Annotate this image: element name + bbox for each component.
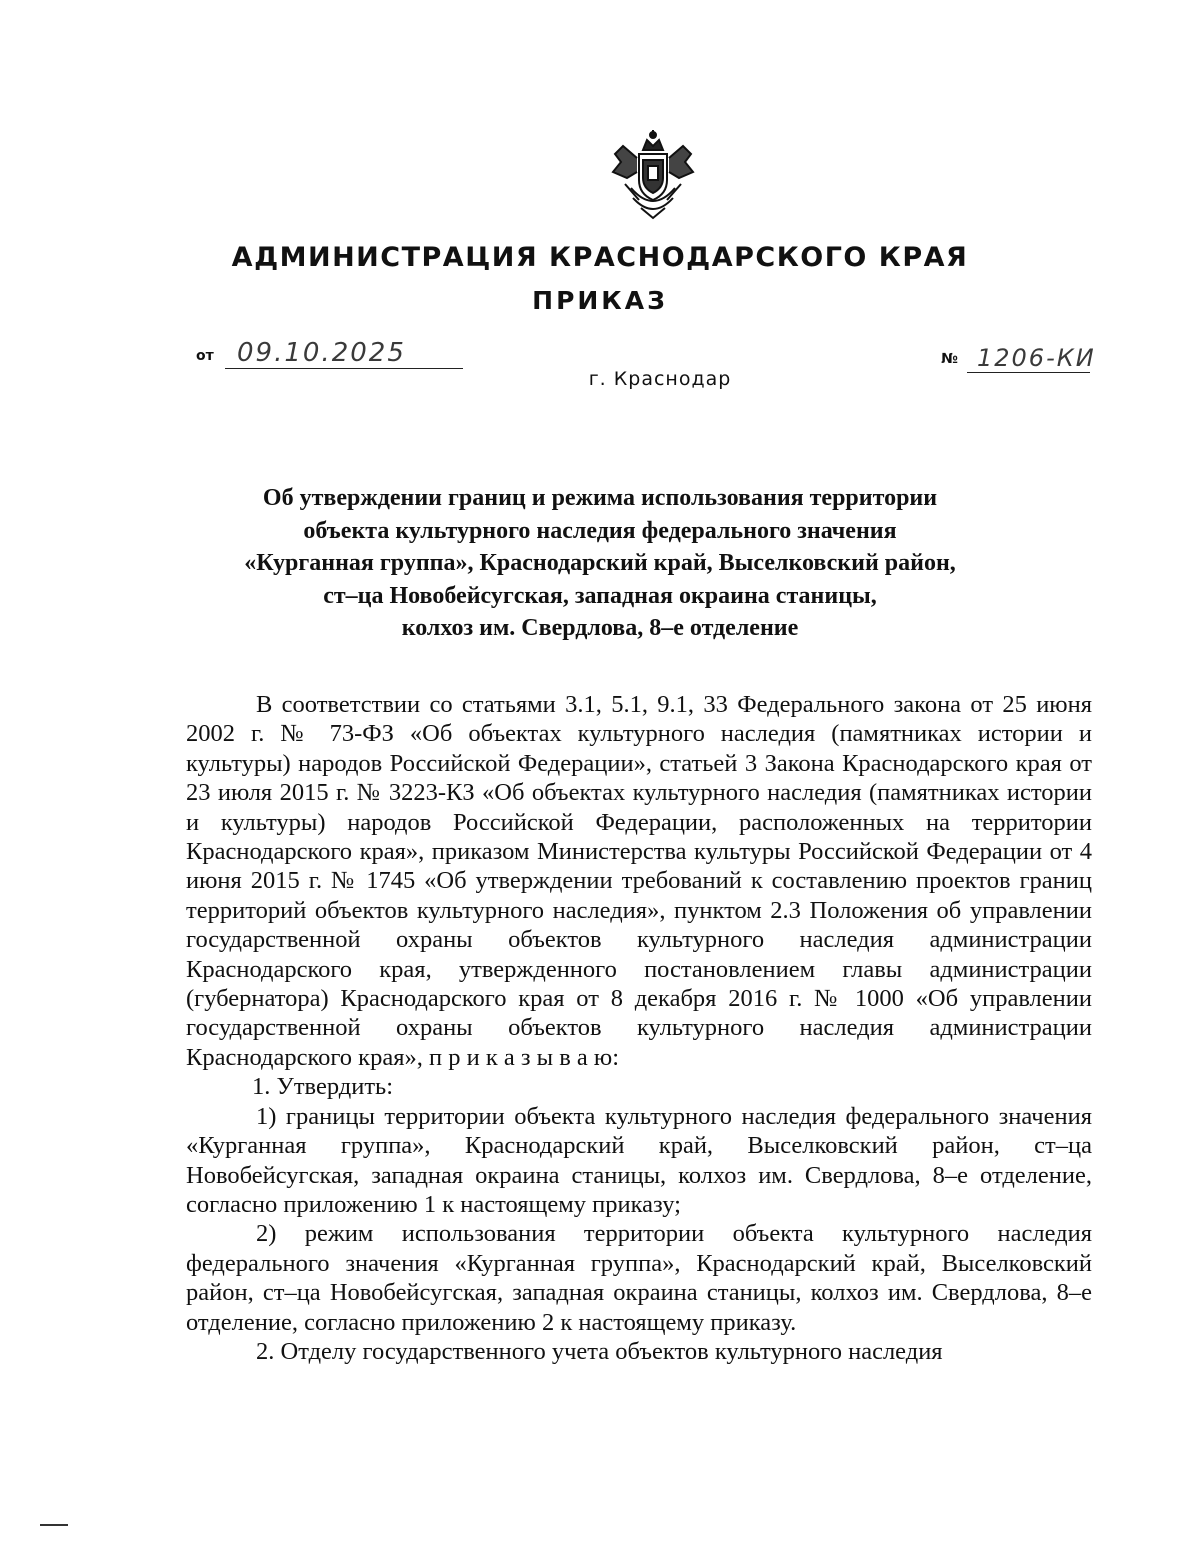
order-heading <box>150 482 1050 645</box>
document-type: ПРИКАЗ <box>532 286 668 315</box>
date-field <box>225 334 463 369</box>
date-label: от <box>196 348 214 364</box>
item-1-2: 2) режим использования территории объекта культурного наследия федерального значения «Курганная группа», Краснодарский край, Выселковский район, ст–ца Новобейсугская, западная окраина станицы, колхоз им. Свердлова, 8–е отделение, согласно приложению 2 к настоящему приказу. <box>186 1220 1092 1336</box>
organization-title: АДМИНИСТРАЦИЯ КРАСНОДАРСКОГО КРАЯ <box>231 242 969 273</box>
item-1: 1. Утвердить: <box>252 1073 394 1101</box>
heading-line: «Курганная группа», Краснодарский край, Выселковский район, <box>244 550 956 576</box>
city-line <box>0 368 1200 390</box>
date-value: 09.10.2025 <box>237 338 406 368</box>
heading-line: Об утверждении границ и режима использования территории <box>262 485 938 511</box>
number-label: № <box>941 351 958 367</box>
heading-line: ст–ца Новобейсугская, западная окраина станицы, <box>323 582 877 609</box>
heading-line: объекта культурного наследия федерального значения <box>303 517 897 544</box>
number-value: 1206-КИ <box>977 344 1096 372</box>
krasnodar-coat-of-arms-icon <box>603 128 703 224</box>
scan-mark <box>40 1524 68 1526</box>
item-2: 2. Отделу государственного учета объектов культурного наследия <box>256 1337 943 1365</box>
item-1-1: 1) границы территории объекта культурного наследия федерального значения «Курганная группа», Краснодарский край, Выселковский район, ст–ца Новобейсугская, западная окраина станицы, колхоз им. Свердлова, 8–е отделение, согласно приложению 1 к настоящему приказу; <box>186 1102 1092 1218</box>
preamble-paragraph: В соответствии со статьями 3.1, 5.1, 9.1, 33 Федерального закона от 25 июня 2002 г. № 73-ФЗ «Об объектах культурного наследия (памятниках истории и культуры) народов Российской Федерации», статьей 3 Закона Краснодарского края от 23 июля 2015 г. № 3223-КЗ «Об объектах культурного наследия (памятниках истории и культуры) народов Российской Федерации, расположенных на территории Краснодарского края», приказом Министерства культуры Российской Федерации от 4 июня 2015 г. № 1745 «Об утверждении требований к составлению проектов границ территорий объектов культурного наследия», пунктом 2.3 Положения об управлении государственной охраны объектов культурного наследия администрации Краснодарского края, утвержденного постановлением главы администрации (губернатора) Краснодарского края от 8 декабря 2016 г. № 1000 «Об управлении государственной охраны объектов культурного наследия администрации Краснодарского края», п р и к а з ы в а ю: <box>186 691 1092 1071</box>
heading-line: колхоз им. Свердлова, 8–е отделение <box>401 615 799 641</box>
city: г. Краснодар <box>588 368 732 390</box>
order-body <box>186 690 1092 1366</box>
